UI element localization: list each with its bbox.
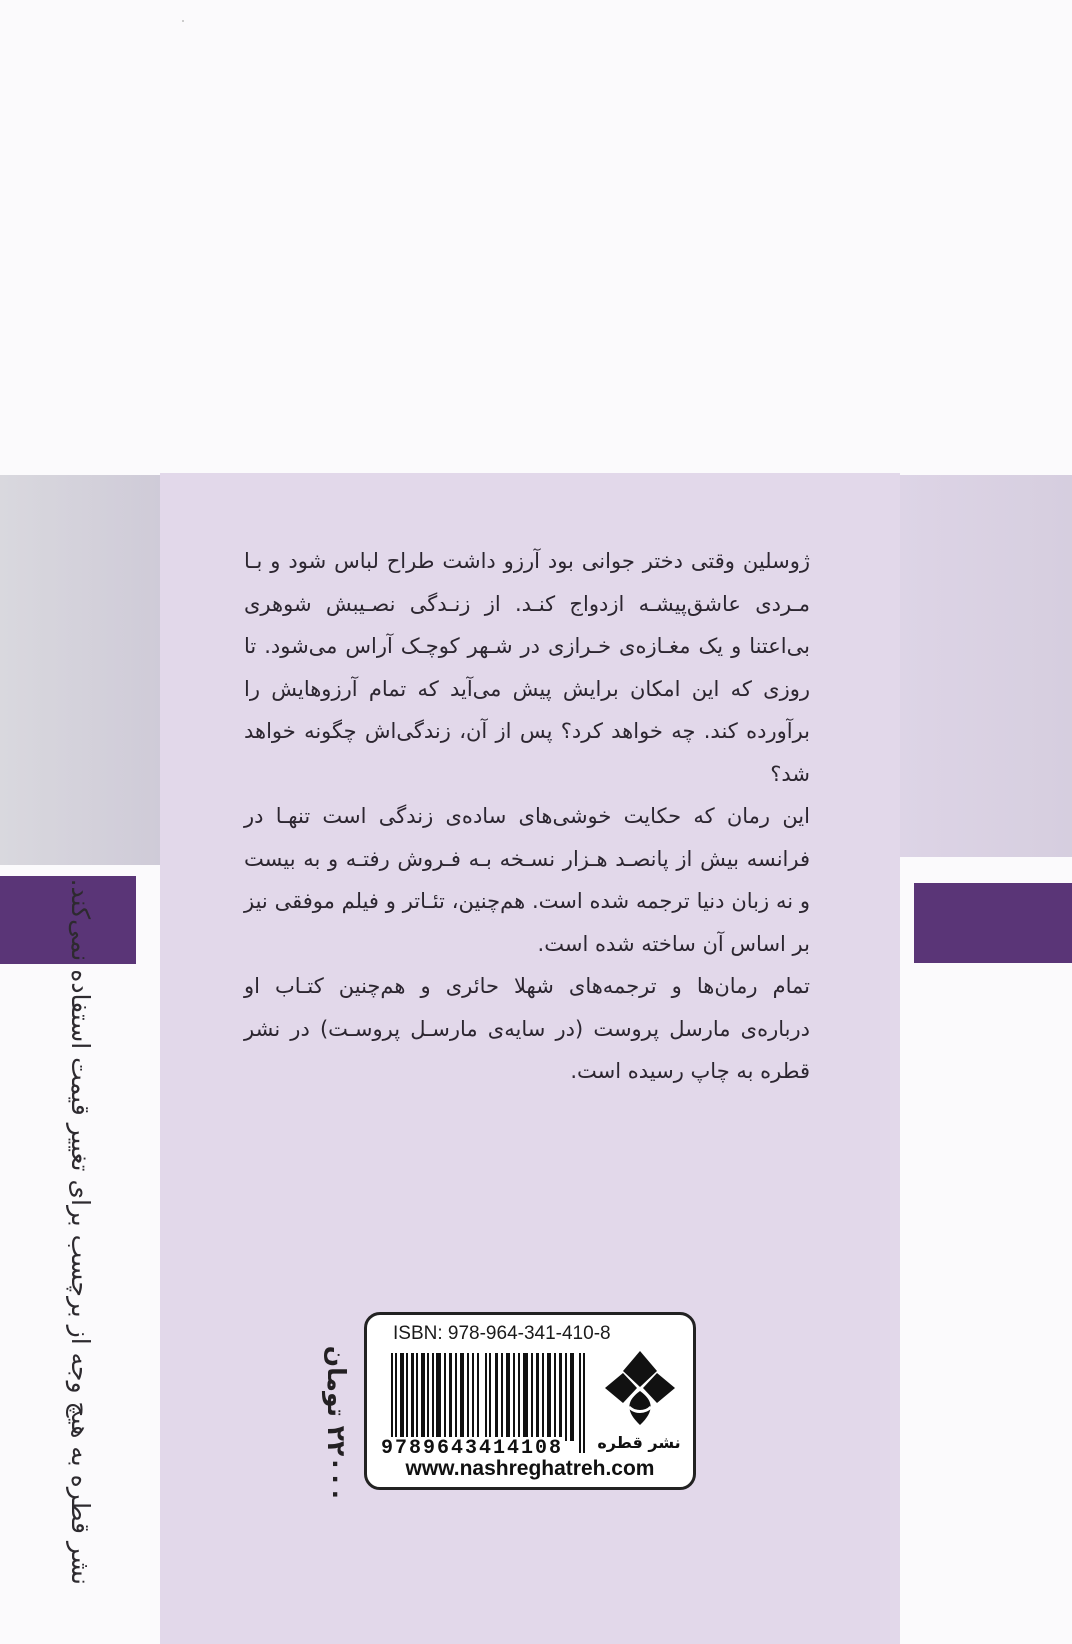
blurb-paragraph: این رمان که حکایت خوشی‌های ساده‌ی زندگی است تنهـا در فرانسه بیش از پانصـد هـزار نسـخه بـه فـروش رفتـه و به بیست و نه زبان دنیا ترجمه شده است. هم‌چنین، تئـاتر و فیلم موفقی نیز بر اساس آن ساخته شده است. bbox=[244, 804, 810, 956]
barcode-number: 9789643414108 bbox=[381, 1437, 564, 1460]
price-label: ۲۲۰۰۰ تومان bbox=[322, 1345, 351, 1502]
left-shade-panel bbox=[0, 475, 160, 865]
drop-logo-icon bbox=[599, 1347, 681, 1429]
right-shade-panel bbox=[900, 475, 1072, 857]
publisher-name: نشر قطره bbox=[597, 1433, 681, 1452]
print-mark bbox=[182, 20, 184, 22]
isbn-text: ISBN: 978-964-341-410-8 bbox=[393, 1323, 611, 1344]
barcode-label bbox=[364, 1312, 696, 1490]
book-blurb bbox=[244, 540, 810, 1093]
right-accent-stripe bbox=[914, 883, 1072, 963]
sticker-notice: نشر قطره به هیچ وجه از برچسب برای تغییر قیمت استفاده نمی‌کند. bbox=[66, 878, 95, 1585]
blurb-paragraph: تمام رمان‌ها و ترجمه‌های شهلا حائری و هم‌چنین کتـاب او درباره‌ی مارسل پروست (در سایه‌ی مارسـل پروسـت) در نشر قطره به چاپ رسیده است. bbox=[244, 974, 810, 1083]
publisher-website: www.nashreghatreh.com bbox=[405, 1457, 655, 1480]
blurb-paragraph: ژوسلین وقتی دختر جوانی بود آرزو داشت طراح لباس شود و بـا مـردی عاشق‌پیشـه ازدواج کنـد. از زنـدگی نصـیبش شوهری بی‌اعتنا و یک مغـازه‌ی خـرازی در شـهر کوچـک آراس می‌شود. تا روزی که این امکان برایش پیش می‌آید که تمام آرزوهایش را برآورده کند. چه خواهد کرد؟ پس از آن، زندگی‌اش چگونه خواهد شد؟ bbox=[244, 549, 810, 786]
